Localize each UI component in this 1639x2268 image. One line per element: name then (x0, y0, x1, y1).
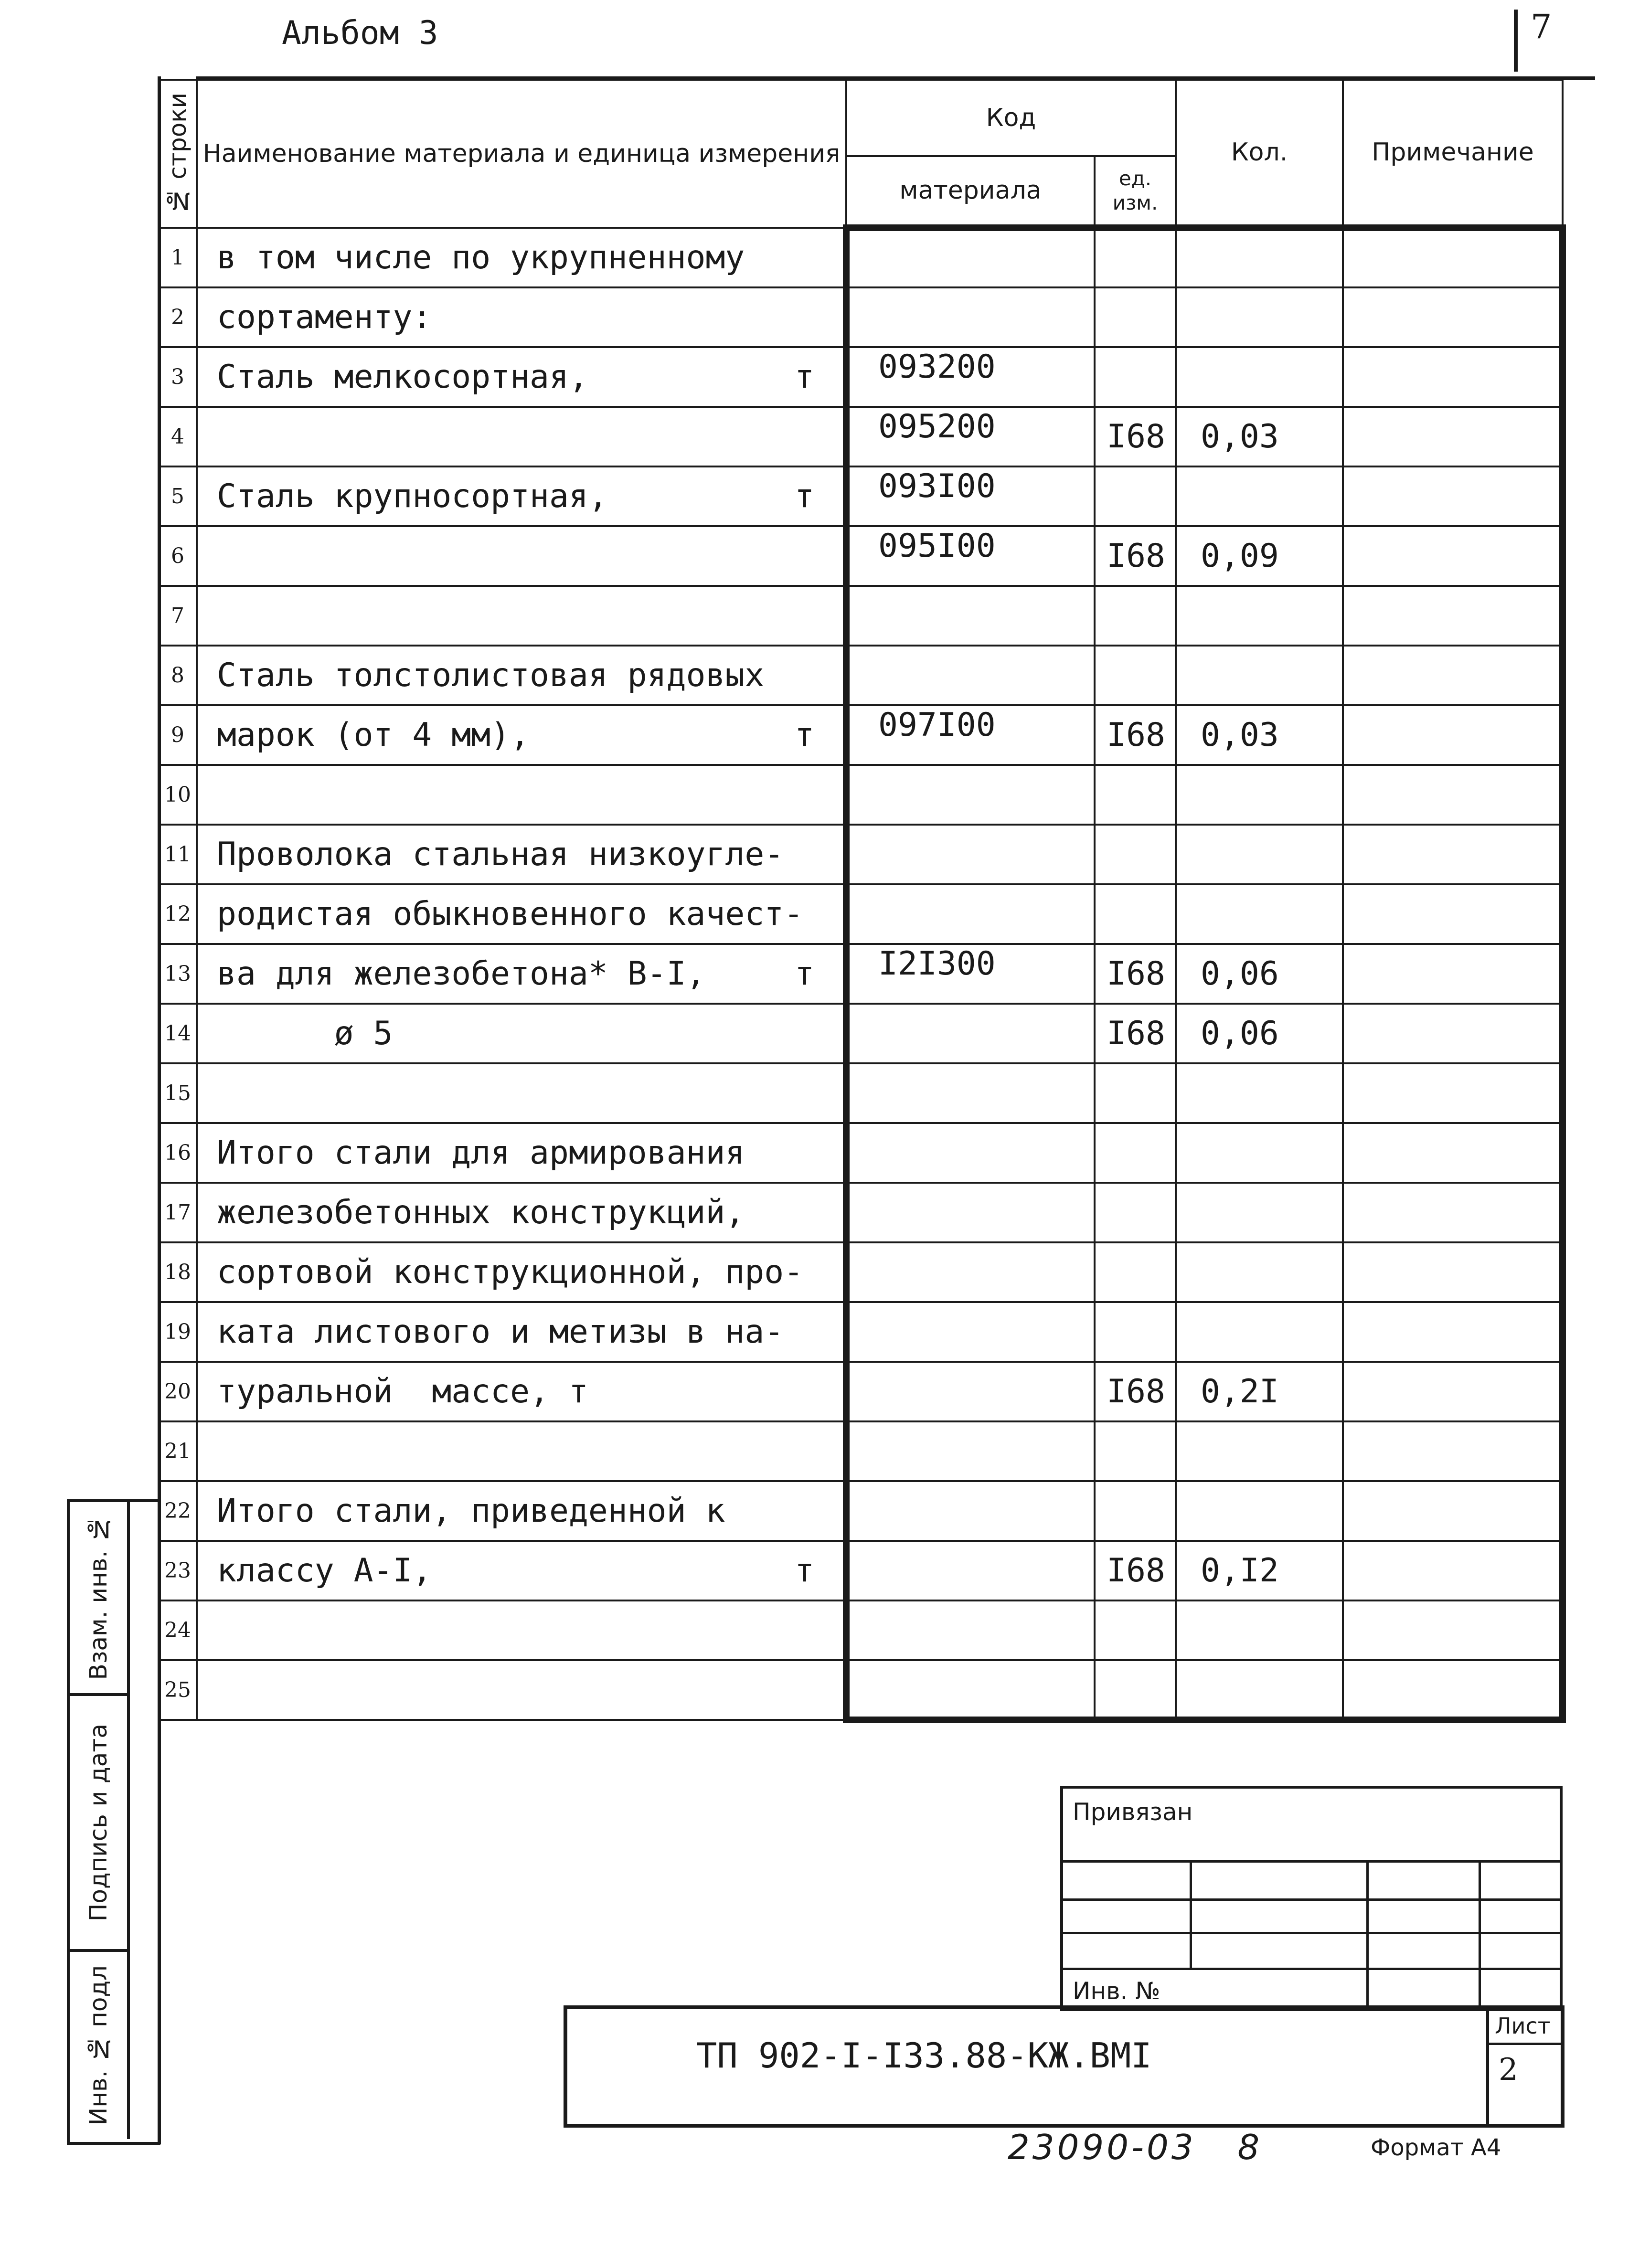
material-name (197, 1600, 846, 1660)
table-row (159, 586, 1563, 646)
row-number: 5 (159, 466, 197, 526)
note (1343, 1123, 1563, 1183)
row-number: 7 (159, 586, 197, 646)
binding-rule (1063, 1932, 1560, 1934)
quantity (1176, 1183, 1343, 1242)
binding-stamp (1060, 1786, 1563, 2011)
material-code (846, 1183, 1095, 1242)
quantity (1176, 646, 1343, 705)
table-row (159, 1421, 1563, 1481)
material-code (846, 1242, 1095, 1302)
material-code (846, 884, 1095, 944)
material-name-text: ва для железобетона* B-I, (217, 955, 706, 993)
row-number: 17 (159, 1183, 197, 1242)
table-row (159, 287, 1563, 347)
table-row (159, 526, 1563, 586)
row-number: 4 (159, 407, 197, 466)
document-code-box (564, 2005, 1564, 2128)
side-stamp (67, 1499, 160, 2145)
material-code: 095I00 (846, 526, 1095, 586)
note (1343, 1541, 1563, 1600)
row-number: 24 (159, 1600, 197, 1660)
material-unit: т (795, 955, 814, 993)
note (1343, 526, 1563, 586)
material-unit: т (795, 1552, 814, 1590)
inventory-label: Инв. № (1073, 1977, 1160, 2005)
quantity (1176, 586, 1343, 646)
table-row (159, 646, 1563, 705)
quantity (1176, 347, 1343, 407)
header-code-material: материала (846, 156, 1095, 228)
material-name (197, 526, 846, 586)
page-number: 7 (1531, 7, 1552, 46)
archive-number: 23090-03 8 (1008, 2127, 1263, 2167)
material-code (846, 1660, 1095, 1720)
row-number: 19 (159, 1302, 197, 1362)
row-number: 9 (159, 705, 197, 765)
row-number: 20 (159, 1362, 197, 1421)
note (1343, 1362, 1563, 1421)
material-name-text: классу А-I, (217, 1552, 432, 1590)
material-name (197, 1183, 846, 1242)
unit-code (1095, 586, 1176, 646)
note (1343, 228, 1563, 287)
quantity (1176, 287, 1343, 347)
note (1343, 1600, 1563, 1660)
material-name-text: в том числе по укрупненному (217, 239, 745, 276)
quantity (1176, 1421, 1343, 1481)
unit-code: I68 (1095, 1004, 1176, 1063)
quantity (1176, 825, 1343, 884)
row-number: 16 (159, 1123, 197, 1183)
table-row (159, 1183, 1563, 1242)
row-number: 15 (159, 1063, 197, 1123)
quantity: 0,06 (1176, 944, 1343, 1004)
header-name: Наименование материала и единица измерения (197, 80, 846, 228)
material-code: 097I00 (846, 705, 1095, 765)
note (1343, 825, 1563, 884)
binding-rule (1063, 1898, 1560, 1901)
material-code: 095200 (846, 407, 1095, 466)
unit-code: I68 (1095, 526, 1176, 586)
quantity (1176, 1600, 1343, 1660)
quantity (1176, 1242, 1343, 1302)
row-number: 25 (159, 1660, 197, 1720)
unit-code: I68 (1095, 705, 1176, 765)
quantity (1176, 228, 1343, 287)
note (1343, 287, 1563, 347)
material-name (197, 347, 846, 407)
table-row (159, 1600, 1563, 1660)
material-name (197, 884, 846, 944)
row-number: 8 (159, 646, 197, 705)
note (1343, 1183, 1563, 1242)
header-quantity: Кол. (1176, 80, 1343, 228)
quantity (1176, 1302, 1343, 1362)
sheet-rule (1489, 2043, 1561, 2045)
material-code (846, 765, 1095, 825)
material-code (846, 1004, 1095, 1063)
material-name (197, 407, 846, 466)
material-code (846, 228, 1095, 287)
table-row (159, 705, 1563, 765)
material-name (197, 287, 846, 347)
unit-code (1095, 1481, 1176, 1541)
material-code: 093200 (846, 347, 1095, 407)
material-name (197, 1481, 846, 1541)
note (1343, 466, 1563, 526)
material-code (846, 1541, 1095, 1600)
sheet-label: Лист (1495, 2013, 1551, 2039)
material-code: 093I00 (846, 466, 1095, 526)
quantity: 0,03 (1176, 705, 1343, 765)
material-code (846, 287, 1095, 347)
table-row (159, 1660, 1563, 1720)
material-code (846, 1063, 1095, 1123)
binding-rule (1063, 1968, 1560, 1970)
unit-code: I68 (1095, 1362, 1176, 1421)
unit-code: I68 (1095, 407, 1176, 466)
material-name (197, 1660, 846, 1720)
side-cell-podpis (70, 1696, 130, 1952)
material-name-text: Сталь толстолистовая рядовых (217, 657, 765, 694)
quantity: 0,09 (1176, 526, 1343, 586)
material-name-text: марок (от 4 мм), (217, 716, 530, 754)
material-unit: т (795, 358, 814, 396)
material-name (197, 1541, 846, 1600)
format-label: Формат А4 (1371, 2134, 1501, 2161)
material-unit: т (795, 477, 814, 515)
side-label-vzam: Взам. инв. № (85, 1515, 112, 1680)
material-name-text: ø 5 (217, 1015, 393, 1052)
quantity (1176, 1063, 1343, 1123)
table-row (159, 825, 1563, 884)
material-name-text: железобетонных конструкций, (217, 1194, 745, 1231)
table-row (159, 1242, 1563, 1302)
note (1343, 1660, 1563, 1720)
material-name-text: сортовой конструкционной, про- (217, 1253, 804, 1291)
top-divider (1514, 10, 1518, 72)
material-name-text: Сталь мелкосортная, (217, 358, 588, 396)
header-code: Код (846, 80, 1176, 156)
unit-code (1095, 287, 1176, 347)
material-name (197, 765, 846, 825)
material-name (197, 1242, 846, 1302)
material-name (197, 705, 846, 765)
row-number: 13 (159, 944, 197, 1004)
binding-col (1366, 1860, 1369, 2008)
material-name-text: Итого стали, приведенной к (217, 1492, 725, 1530)
note (1343, 347, 1563, 407)
row-number: 3 (159, 347, 197, 407)
unit-code (1095, 646, 1176, 705)
table-row (159, 466, 1563, 526)
unit-code (1095, 1123, 1176, 1183)
unit-code: I68 (1095, 1541, 1176, 1600)
table-row (159, 944, 1563, 1004)
material-name-text: родистая обыкновенного качест- (217, 895, 804, 933)
material-name-text: ката листового и метизы в на- (217, 1313, 784, 1351)
quantity: 0,06 (1176, 1004, 1343, 1063)
table-row (159, 1004, 1563, 1063)
header-code-unit: ед. изм. (1095, 156, 1176, 228)
header-note: Примечание (1343, 80, 1563, 228)
note (1343, 1481, 1563, 1541)
table-row (159, 407, 1563, 466)
header-row-number: № строки (159, 80, 197, 228)
material-name-text: Итого стали для армирования (217, 1134, 745, 1172)
quantity (1176, 884, 1343, 944)
quantity: 0,03 (1176, 407, 1343, 466)
side-label-podpis: Подпись и дата (85, 1723, 112, 1922)
quantity (1176, 1123, 1343, 1183)
table-row (159, 228, 1563, 287)
row-number: 21 (159, 1421, 197, 1481)
material-code: I2I300 (846, 944, 1095, 1004)
unit-code (1095, 1302, 1176, 1362)
sheet-cell (1486, 2009, 1561, 2124)
material-name-text: Проволока стальная низкоугле- (217, 836, 784, 873)
quantity (1176, 765, 1343, 825)
material-code (846, 1600, 1095, 1660)
unit-code (1095, 1183, 1176, 1242)
unit-code (1095, 1660, 1176, 1720)
row-number: 22 (159, 1481, 197, 1541)
row-number: 10 (159, 765, 197, 825)
quantity (1176, 1660, 1343, 1720)
table-row (159, 1302, 1563, 1362)
note (1343, 646, 1563, 705)
unit-code (1095, 825, 1176, 884)
binding-col (1479, 1860, 1481, 2008)
album-label: Альбом 3 (282, 14, 438, 52)
binding-rule (1063, 1860, 1560, 1863)
row-number: 12 (159, 884, 197, 944)
unit-code (1095, 765, 1176, 825)
note (1343, 1302, 1563, 1362)
note (1343, 944, 1563, 1004)
unit-code: I68 (1095, 944, 1176, 1004)
unit-code (1095, 1600, 1176, 1660)
material-code (846, 1123, 1095, 1183)
material-code (846, 1302, 1095, 1362)
note (1343, 586, 1563, 646)
table-row (159, 1362, 1563, 1421)
note (1343, 884, 1563, 944)
quantity (1176, 1481, 1343, 1541)
quantity: 0,I2 (1176, 1541, 1343, 1600)
material-name-text: туральной массе, т (217, 1373, 588, 1410)
material-name-text: Сталь крупносортная, (217, 477, 608, 515)
binding-col (1190, 1860, 1192, 1968)
row-number: 18 (159, 1242, 197, 1302)
material-code (846, 646, 1095, 705)
table-row (159, 1541, 1563, 1600)
unit-code (1095, 1421, 1176, 1481)
material-name (197, 586, 846, 646)
note (1343, 705, 1563, 765)
binding-label: Привязан (1073, 1798, 1193, 1826)
material-code (846, 1362, 1095, 1421)
side-label-inv-podl: Инв. № подл (85, 1965, 112, 2126)
material-name (197, 1421, 846, 1481)
material-name (197, 944, 846, 1004)
unit-code (1095, 466, 1176, 526)
unit-code (1095, 884, 1176, 944)
material-name (197, 646, 846, 705)
row-number: 14 (159, 1004, 197, 1063)
note (1343, 1421, 1563, 1481)
material-name (197, 1004, 846, 1063)
material-name (197, 466, 846, 526)
note (1343, 1242, 1563, 1302)
row-number: 2 (159, 287, 197, 347)
material-name (197, 1123, 846, 1183)
material-name (197, 1063, 846, 1123)
unit-code (1095, 228, 1176, 287)
table-row (159, 1123, 1563, 1183)
specification-table (158, 79, 1566, 1723)
unit-code (1095, 1242, 1176, 1302)
material-code (846, 1421, 1095, 1481)
unit-code (1095, 347, 1176, 407)
material-unit: т (795, 716, 814, 754)
row-number: 23 (159, 1541, 197, 1600)
material-name (197, 1362, 846, 1421)
table-row (159, 1481, 1563, 1541)
document-code: ТП 902-I-I33.88-КЖ.ВМI (696, 2035, 1152, 2076)
note (1343, 1063, 1563, 1123)
row-number: 6 (159, 526, 197, 586)
note (1343, 1004, 1563, 1063)
unit-code (1095, 1063, 1176, 1123)
table-row (159, 347, 1563, 407)
note (1343, 407, 1563, 466)
material-code (846, 825, 1095, 884)
material-name (197, 228, 846, 287)
material-name (197, 825, 846, 884)
material-code (846, 1481, 1095, 1541)
quantity: 0,2I (1176, 1362, 1343, 1421)
note (1343, 765, 1563, 825)
material-name-text: сортаменту: (217, 298, 432, 336)
quantity (1176, 466, 1343, 526)
sheet-value: 2 (1499, 2052, 1518, 2088)
table-row (159, 884, 1563, 944)
table-row (159, 765, 1563, 825)
material-name (197, 1302, 846, 1362)
side-cell-inv-podl (70, 1952, 130, 2139)
row-number: 11 (159, 825, 197, 884)
row-number: 1 (159, 228, 197, 287)
table-row (159, 1063, 1563, 1123)
side-cell-vzam (70, 1502, 130, 1696)
material-code (846, 586, 1095, 646)
